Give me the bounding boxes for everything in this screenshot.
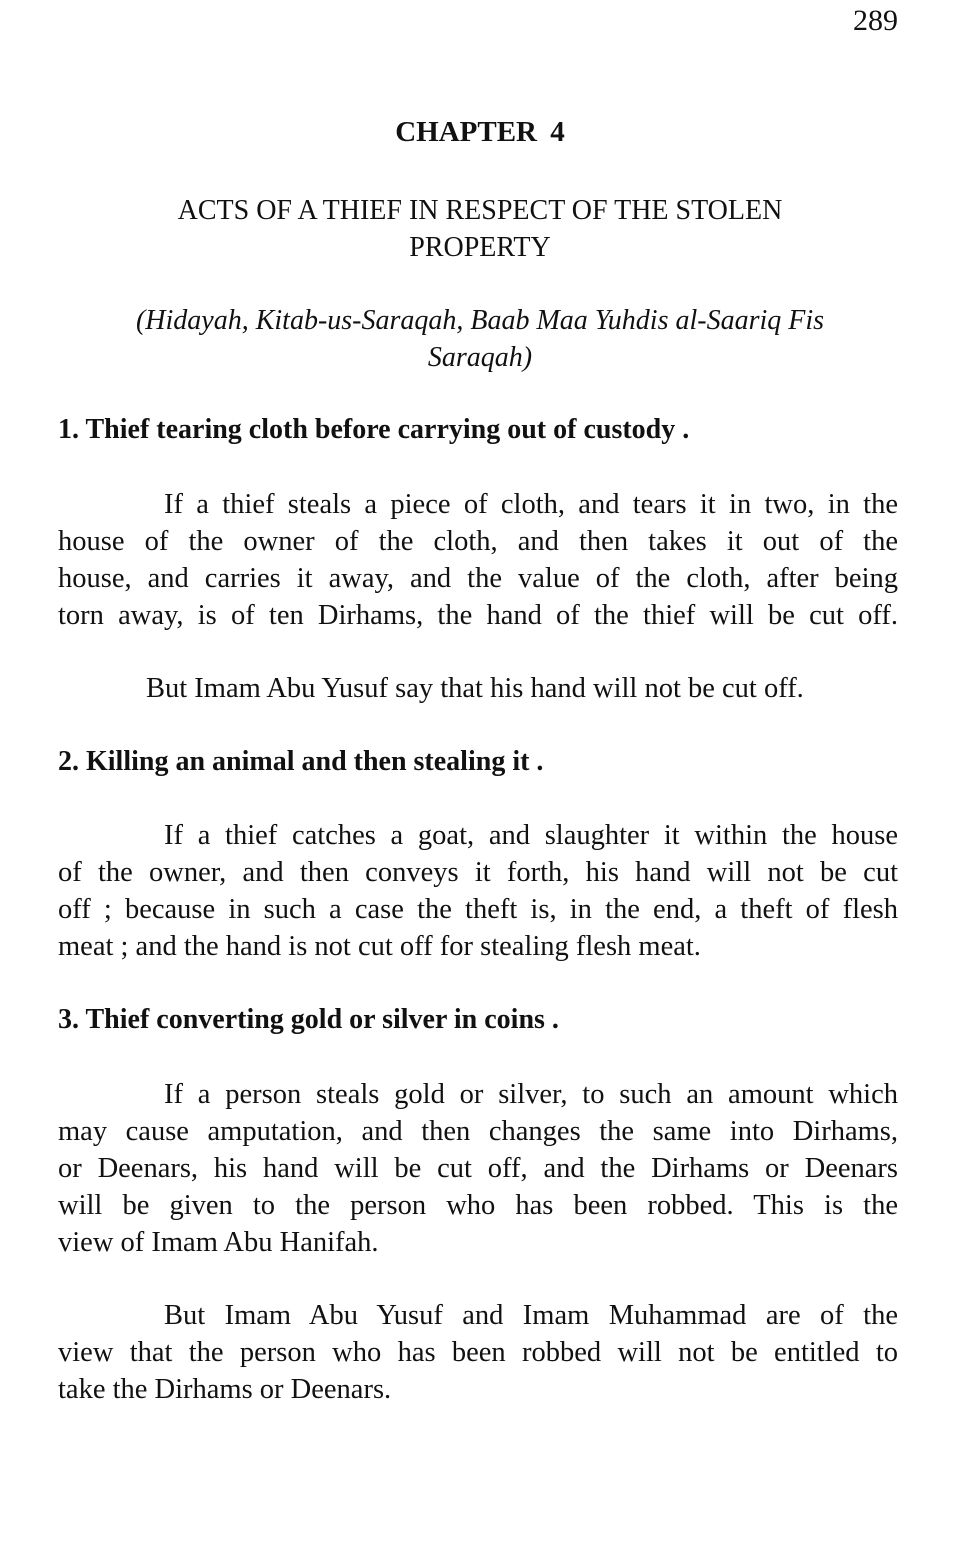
text-line: view of Imam Abu Hanifah. bbox=[58, 1227, 379, 1258]
section-heading: 1. Thief tearing cloth before carrying out of custody . bbox=[58, 414, 690, 445]
text-line: If a thief steals a piece of cloth, and tears it in two, in the bbox=[164, 489, 898, 520]
reference-line: (Hidayah, Kitab-us-Saraqah, Baab Maa Yuhdis al-Saariq Fis bbox=[135, 305, 825, 336]
source-reference bbox=[0, 302, 960, 376]
text-line: If a thief catches a goat, and slaughter it within the house bbox=[164, 820, 898, 851]
text-line: house of the owner of the cloth, and then takes it out of the bbox=[58, 526, 898, 557]
paragraph bbox=[58, 670, 898, 707]
subtitle-line: ACTS OF A THIEF IN RESPECT OF THE STOLEN bbox=[177, 195, 783, 226]
text-line: take the Dirhams or Deenars. bbox=[58, 1374, 392, 1405]
text-line: If a person steals gold or silver, to such an amount which bbox=[164, 1079, 898, 1110]
text-line: off ; because in such a case the theft is, in the end, a theft of flesh bbox=[58, 894, 898, 925]
text-line: view that the person who has been robbed will not be entitled to bbox=[58, 1337, 898, 1368]
paragraph bbox=[58, 1297, 898, 1408]
chapter-subtitle bbox=[0, 192, 960, 266]
text-line: will be given to the person who has been robbed. This is the bbox=[58, 1190, 898, 1221]
text-line: of the owner, and then conveys it forth, his hand will not be cut bbox=[58, 857, 898, 888]
text-line: may cause amputation, and then changes the same into Dirhams, bbox=[58, 1116, 898, 1147]
paragraph bbox=[58, 1076, 898, 1261]
reference-line: Saraqah) bbox=[427, 342, 533, 373]
text-line: meat ; and the hand is not cut off for stealing flesh meat. bbox=[58, 931, 701, 962]
section-heading: 2. Killing an animal and then stealing it . bbox=[58, 746, 544, 777]
text-line: But Imam Abu Yusuf and Imam Muhammad are of the bbox=[164, 1300, 898, 1331]
text-line: house, and carries it away, and the value of the cloth, after being bbox=[58, 563, 898, 594]
subtitle-line: PROPERTY bbox=[409, 232, 551, 263]
page-number: 289 bbox=[853, 4, 898, 37]
section-heading: 3. Thief converting gold or silver in coins . bbox=[58, 1004, 559, 1035]
paragraph bbox=[58, 817, 898, 965]
paragraph bbox=[58, 486, 898, 634]
text-line: But Imam Abu Yusuf say that his hand will not be cut off. bbox=[146, 673, 804, 704]
chapter-title: CHAPTER 4 bbox=[395, 116, 565, 148]
text-line: or Deenars, his hand will be cut off, and the Dirhams or Deenars bbox=[58, 1153, 898, 1184]
text-line: torn away, is of ten Dirhams, the hand of the thief will be cut off. bbox=[58, 600, 898, 631]
